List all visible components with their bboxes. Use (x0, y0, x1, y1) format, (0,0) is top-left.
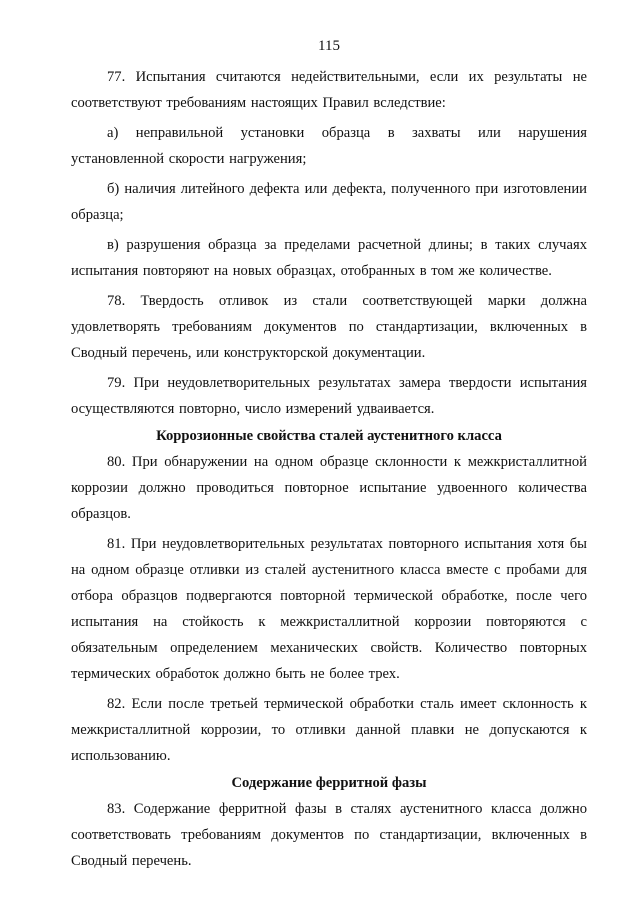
paragraph-78: 78. Твердость отливок из стали соответствующей марки должна удовлетворять требованиям документов по стандартизации, включенных в Сводный перечень, или конструкторской документации. (71, 293, 587, 361)
paragraph-83: 83. Содержание ферритной фазы в сталях аустенитного класса должно соответствовать требованиям документов по стандартизации, включенных в Сводный перечень. (71, 801, 587, 869)
paragraph-80: 80. При обнаружении на одном образце склонности к межкристаллитной коррозии должно проводиться повторное испытание удвоенного количества образцов. (71, 454, 587, 522)
page-number: 115 (318, 38, 340, 54)
document-page (71, 36, 587, 874)
section-heading-ferrite: Содержание ферритной фазы (231, 775, 427, 791)
paragraph-82: 82. Если после третьей термической обработки сталь имеет склонность к межкристаллитной коррозии, то отливки данной плавки не допускаются к использованию. (71, 696, 587, 764)
paragraph-77-a: а) неправильной установки образца в захваты или нарушения установленной скорости нагружения; (71, 125, 587, 167)
section-heading-corrosion: Коррозионные свойства сталей аустенитного класса (156, 428, 502, 444)
paragraph-77-c: в) разрушения образца за пределами расчетной длины; в таких случаях испытания повторяют на новых образцах, отобранных в том же количестве. (71, 237, 587, 279)
paragraph-77: 77. Испытания считаются недействительными, если их результаты не соответствуют требованиям настоящих Правил вследствие: (71, 69, 587, 111)
paragraph-81: 81. При неудовлетворительных результатах повторного испытания хотя бы на одном образце отливки из сталей аустенитного класса вместе с пробами для отбора образцов подвергаются повторной термической обработке, после чего испытания на стойкость к межкристаллитной коррозии повторяются с обязательным определением механических свойств. Количество повторных термических обработок должно быть не более трех. (71, 536, 587, 682)
paragraph-79: 79. При неудовлетворительных результатах замера твердости испытания осуществляются повторно, число измерений удваивается. (71, 375, 587, 417)
paragraph-77-b: б) наличия литейного дефекта или дефекта, полученного при изготовлении образца; (71, 181, 587, 223)
